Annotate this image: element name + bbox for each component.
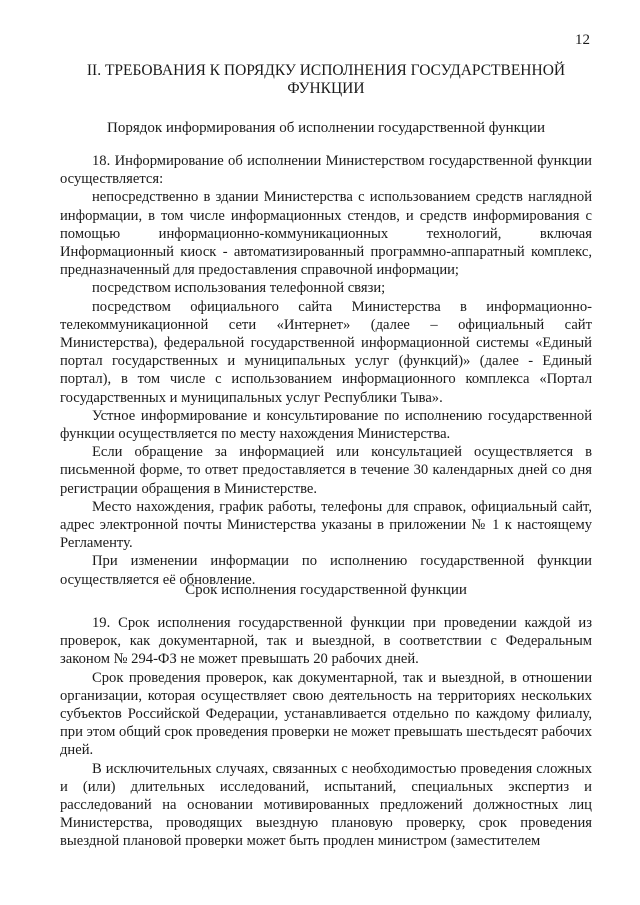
paragraph: посредством официального сайта Министерства в информационно-телекоммуникационной сети «Интернет» (далее – официальный сайт Министерства), федеральной государственной информационной системы «Единый портал государственных и муниципальных услуг (функций)» (далее - Единый портал), в том числе с использованием информационного комплекса «Портал государственных и муниципальных услуг Республики Тыва».	[60, 298, 592, 406]
paragraph: Устное информирование и консультирование по исполнению государственной функции осуществляется по месту нахождения Министерства.	[60, 407, 592, 443]
paragraph: В исключительных случаях, связанных с необходимостью проведения сложных и (или) длительных исследований, испытаний, специальных экспертиз и расследований на основании мотивированных предложений должностных лиц Министерства, проводящих выездную плановую проверку, срок проведения выездной плановой проверки может быть продлен министром (заместителем	[60, 760, 592, 850]
subsection-title-term: Срок исполнения государственной функции	[185, 582, 467, 598]
section-title: II. ТРЕБОВАНИЯ К ПОРЯДКУ ИСПОЛНЕНИЯ ГОСУДАРСТВЕННОЙ ФУНКЦИИ	[86, 62, 566, 97]
paragraph: Срок проведения проверок, как документарной, так и выездной, в отношении организации, которая осуществляет свою деятельность на территориях нескольких субъектов Российской Федерации, устанавливается отдельно по каждому филиалу, при этом общий срок проведения проверки не может превышать шестьдесят рабочих дней.	[60, 669, 592, 759]
paragraph: Если обращение за информацией или консультацией осуществляется в письменной форме, то ответ предоставляется в течение 30 календарных дней со дня регистрации обращения в Министерстве.	[60, 444, 592, 497]
paragraph: непосредственно в здании Министерства с использованием средств наглядной информации, в том числе информационных стендов, и средств информирования с помощью информационно-коммуникационных технологий, включая Информационный киоск - автоматизированный программно-аппаратный комплекс, предназначенный для предоставления справочной информации;	[60, 189, 592, 279]
subsection-body-informing	[60, 152, 592, 589]
paragraph: Место нахождения, график работы, телефоны для справок, официальный сайт, адрес электронной почты Министерства указаны в приложении № 1 к настоящему Регламенту.	[60, 498, 592, 552]
paragraph: При изменении информации по исполнению государственной функции осуществляется её обновление.	[60, 553, 592, 588]
paragraph: 19. Срок исполнения государственной функции при проведении каждой из проверок, как документарной, так и выездной, в соответствии с Федеральным законом № 294-ФЗ не может превышать 20 рабочих дней.	[60, 615, 592, 668]
paragraph: 18. Информирование об исполнении Министерством государственной функции осуществляется:	[60, 153, 592, 188]
subsection-body-term	[60, 614, 592, 851]
page-number: 12	[575, 32, 590, 48]
subsection-title-informing: Порядок информирования об исполнении государственной функции	[106, 120, 545, 136]
paragraph: посредством использования телефонной связи;	[92, 280, 386, 297]
